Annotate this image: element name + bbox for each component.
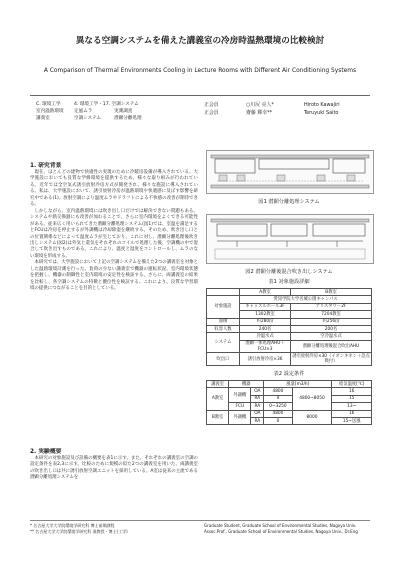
paragraph: しかしながら、室内温熱環境には吹き出し口だけでは解決できない問題もある。システムや熱交換器にも改善が加わることで、さらに室内環境をよくできる可能性がある。従来広く用いられてきた潜顕分離処理システム(図1)では、室温を満足するとFCUは冷房を停止するが外調機は冷却除湿を継続する。そのため、吹き出し口との位置関係などによって温度ムラが生じており、これに対し、潜顕分離処理後吹き出しシステム(図2)は外気と還気をそれぞれのコイルで処理した後、空調機の中で混合して吹き出すものである。これにより、温度と湿度をコントロールし、ムラのない環境を形成する。 bbox=[30, 208, 198, 259]
table-row bbox=[207, 333, 372, 340]
table-cell: アリスタワー2F bbox=[291, 303, 372, 310]
table-row bbox=[207, 318, 372, 325]
table-cell: 愛知学院大学名城公園キャンパス bbox=[240, 296, 372, 303]
table-cell: 講義室 bbox=[207, 381, 229, 388]
footnotes-en bbox=[204, 523, 374, 535]
table-cell: 給気温度[℃] bbox=[332, 381, 372, 388]
table-cell: 7204教室 bbox=[291, 311, 372, 318]
table-cell: 15 bbox=[332, 395, 372, 402]
table-row bbox=[207, 388, 372, 395]
table-row bbox=[207, 410, 372, 417]
table-cell: 対象施設 bbox=[207, 296, 240, 318]
keyword: 定風ムラ bbox=[74, 109, 93, 115]
table-row bbox=[207, 296, 372, 303]
author-role: 正会員 bbox=[204, 110, 219, 116]
table-cell: B教室 bbox=[207, 410, 229, 425]
table-row bbox=[207, 325, 372, 332]
paper-title-ja: 異なる空調システムを備えた講義室の冷房時温熱環境の比較検討 bbox=[75, 36, 325, 46]
table-2-title: 表2 設定条件 bbox=[273, 371, 305, 377]
footnotes-ja bbox=[30, 523, 200, 535]
table-cell: A教室 bbox=[240, 289, 291, 296]
table-cell: A教室 bbox=[207, 388, 229, 410]
table-row bbox=[207, 403, 372, 410]
fig1-diagram bbox=[207, 151, 373, 193]
table-cell: B教室 bbox=[291, 289, 372, 296]
author-row bbox=[204, 101, 374, 109]
keywords-row bbox=[36, 115, 196, 122]
table-cell: 約280㎡ bbox=[240, 318, 291, 325]
table-cell: 風量[m3/h] bbox=[264, 381, 332, 388]
footnote-divider bbox=[30, 520, 370, 521]
table-cell: OA bbox=[251, 388, 264, 395]
table-cell: 面積 bbox=[207, 318, 240, 325]
section-heading: 2. 実験概要 bbox=[30, 449, 62, 455]
table-cell: 4800 bbox=[264, 410, 292, 417]
author-name-ja: ○川尻 亮人* bbox=[246, 102, 274, 108]
table-cell: 吹出口 bbox=[207, 353, 240, 366]
table-cell: 0 bbox=[264, 417, 292, 424]
table-cell: RA bbox=[251, 395, 264, 402]
table-1-title: 表1 対象施設詳細 bbox=[268, 279, 310, 285]
footnote: ** 名古屋大学大学院環境学研究科 准教授・博士(工学) bbox=[30, 529, 128, 534]
table-cell bbox=[207, 289, 240, 296]
table-row bbox=[207, 353, 372, 366]
table-cell: 潜顕分離処理後混合吹出AHU bbox=[291, 340, 372, 353]
table-cell: 8000 bbox=[292, 410, 332, 425]
table-cell: 潜顕一体処理AHU＋FCU×3 bbox=[240, 340, 291, 353]
table-cell: システム bbox=[207, 333, 240, 353]
table-cell: 収容人数 bbox=[207, 325, 240, 332]
table-cell: 冷温水式 bbox=[240, 333, 291, 340]
keywords-row bbox=[36, 108, 196, 115]
paper-title-en: A Comparison of Thermal Environments Cooling in Lecture Rooms with Different Air Conditioning Systems bbox=[43, 68, 357, 74]
keywords-row bbox=[36, 101, 196, 108]
table-cell: 0 bbox=[264, 395, 292, 402]
table-cell: 外調機 bbox=[229, 388, 251, 403]
fig2-diagram bbox=[207, 215, 373, 263]
figure-1-caption: 図1 潜顕分離処理システム bbox=[258, 199, 320, 205]
table-cell: 0~3250 bbox=[264, 403, 292, 410]
table-cell: 4800 bbox=[264, 388, 292, 395]
table-cell: 4800~8050 bbox=[292, 388, 332, 410]
table-cell: 13~ bbox=[332, 403, 372, 410]
paragraph: 現在、ほとんどの建物で快適性の実現のために冷暖房設備が導入されている。大学施設においても良質な学修環境を提供するため、様々な取り組みが行われている。近年では全空気式誘引放射冷房方式が開発され、様々な施設に導入されている。私は、大学施設において、誘引放射冷房が温熱環境や快適感に及ぼす影響を研究中である(1)。放射空調により温度ムラやドラフトによる不快感の改善が期待できる。 bbox=[30, 170, 198, 208]
authors-block bbox=[204, 101, 374, 117]
keywords-block bbox=[36, 101, 196, 123]
table-cell: 誘引放射冷房×30（イオンキオン＋急点吸付） bbox=[292, 353, 370, 365]
section-body bbox=[30, 170, 198, 293]
table-2 bbox=[206, 380, 372, 425]
figure-1 bbox=[206, 150, 374, 194]
title-divider bbox=[30, 95, 370, 96]
section-body bbox=[30, 456, 198, 482]
figure-2-caption: 図2 潜顕分離後混合吹き出しシステム bbox=[245, 269, 333, 275]
footnote: Assoc.Prof., Graduate School of Environmental Studies, Nagoya Univ., Dr.Eng bbox=[204, 529, 358, 534]
table-cell: FCU bbox=[229, 403, 251, 410]
table-cell: 外調機 bbox=[229, 410, 251, 425]
keyword: 空調システム bbox=[74, 116, 102, 122]
table-cell: 200名 bbox=[291, 325, 372, 332]
table-cell: 機器 bbox=[229, 381, 264, 388]
author-name-en: Hiroto Kawajiri bbox=[304, 102, 340, 108]
table-cell: RA bbox=[251, 417, 264, 424]
figure-2 bbox=[206, 214, 374, 264]
table-cell: OA bbox=[251, 410, 264, 417]
table-cell: 15~送風 bbox=[332, 417, 372, 424]
table-cell: 1302教室 bbox=[240, 311, 291, 318]
keyword: 潜顕分離処理 bbox=[114, 116, 142, 122]
footnote: Graduate Student, Graduate School of Environmental Studies, Nagoya Univ. bbox=[204, 523, 357, 528]
table-row bbox=[207, 289, 372, 296]
section-heading: 1. 研究背景 bbox=[30, 163, 62, 169]
table-cell: キャッスルホール3F bbox=[240, 303, 291, 310]
table-cell: 16 bbox=[332, 388, 372, 395]
table-cell: 16 bbox=[332, 410, 372, 417]
author-name-en: Teruyuki Saito bbox=[304, 110, 339, 116]
table-cell: 誘引放射冷房×36 bbox=[240, 353, 291, 366]
table-cell: RA bbox=[251, 403, 264, 410]
paragraph: 本研究の対象施設及び設備の概要を表1に示す。また、それぞれの講義室の空調の設定条件を表2,3に示す。比較のために規模の似た2つの講義室を用いた。両講義室の吹き出し口は共に誘引放射空調ユニットを採用している。A室は従来の主流である潜顕分離処理システムを bbox=[30, 456, 198, 481]
table-1 bbox=[206, 288, 372, 366]
author-row bbox=[204, 109, 374, 117]
footnote: * 名古屋大学大学院環境学研究科 博士前期課程 bbox=[30, 523, 115, 528]
keyword: C. 環境工学 bbox=[36, 102, 61, 107]
table-cell: 約256㎡ bbox=[291, 318, 372, 325]
table-row bbox=[207, 381, 372, 388]
keyword: 講義室 bbox=[36, 116, 50, 122]
author-role: 正会員 bbox=[204, 102, 219, 108]
table-cell: 240名 bbox=[240, 325, 291, 332]
keyword: 室内温熱環境 bbox=[36, 109, 64, 115]
table-cell: 空冷温水式 bbox=[291, 333, 372, 340]
keyword: 4. 環境工学 - 17. 空調システム bbox=[74, 102, 139, 107]
keyword: 実測調査 bbox=[114, 109, 133, 115]
right-column-text bbox=[206, 440, 372, 518]
paragraph: 本研究では、大学施設において上記の空調システムを備えた2つの講義室を対象とした温熱環境計測を行った。負荷の少ない講義室で機器の運転状況、室内環境状態を把握し、機器の制御性と室内環境の安定性を検証する。さらに、両講義室の結果を比較し、各空調システムの特徴と優位性を検証する。これにより、良質な学習環境の提供につながることを目的としている。 bbox=[30, 260, 198, 292]
author-name-ja: 齋藤 輝幸** bbox=[246, 110, 273, 116]
